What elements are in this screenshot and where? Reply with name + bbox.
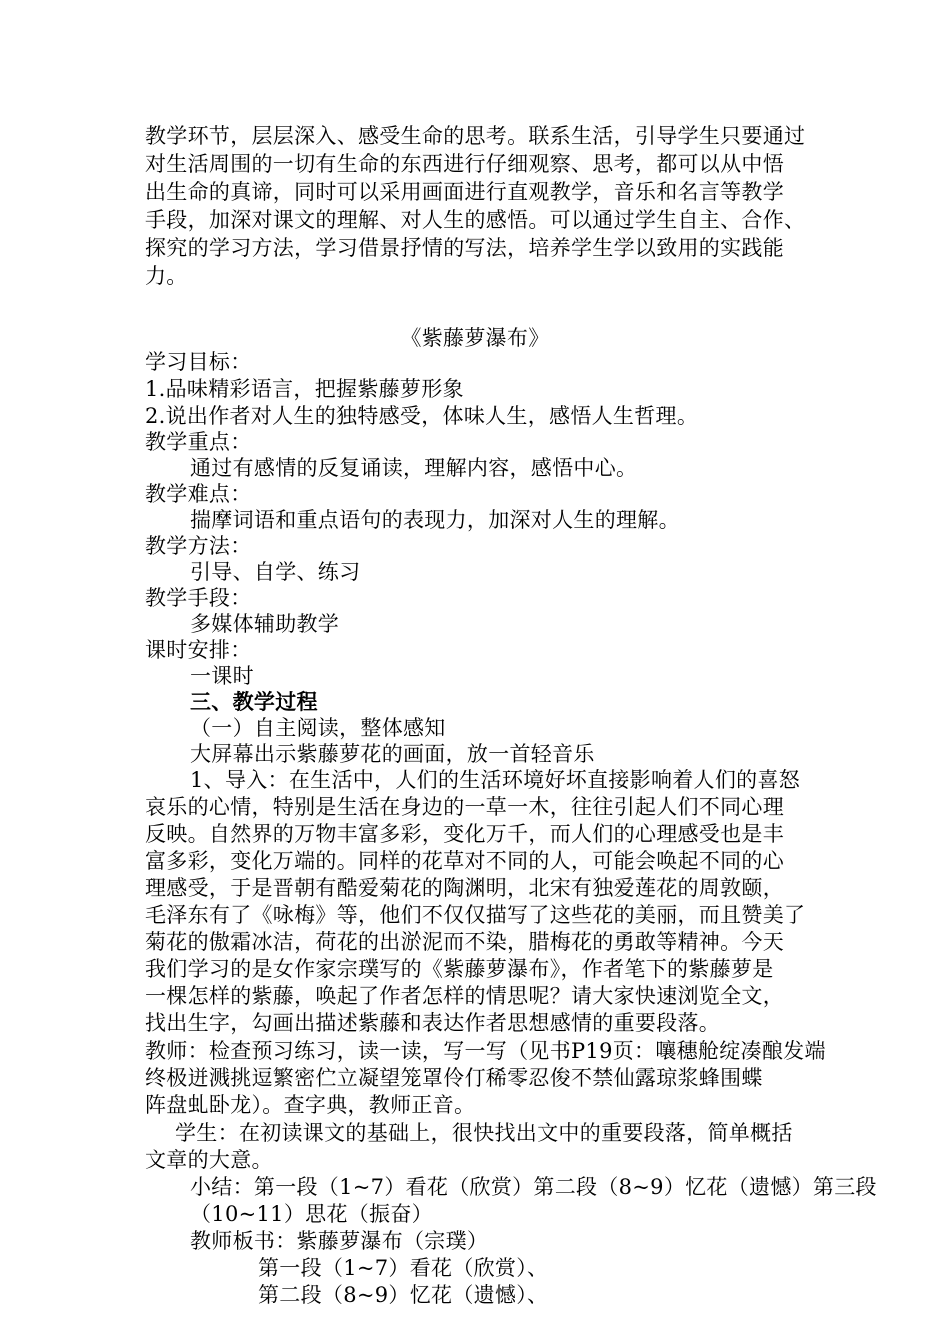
board-item: 第一段（1~7）看花（欣赏）、 [258,1256,549,1280]
process-subheading: （一）自主阅读，整体感知 [190,716,446,740]
intro-line: 教学环节，层层深入、感受生命的思考。联系生活，引导学生只要通过 [145,124,806,148]
intro-line: 力。 [145,264,188,288]
teacher-line: 教师：检查预习练习，读一读，写一写（见书P19页：嚷穗舱绽凑酿发端 [145,1039,826,1063]
goal-item: 2.说出作者对人生的独特感受，体味人生，感悟人生哲理。 [145,404,699,428]
summary-line: （10~11）思花（振奋） [190,1202,433,1226]
screen-line: 大屏幕出示紫藤萝花的画面，放一首轻音乐 [190,742,595,766]
student-line: 学生：在初读课文的基础上，很快找出文中的重要段落，简单概括 [175,1121,793,1145]
means-text: 多媒体辅助教学 [190,612,340,636]
intro-paragraph-line: 反映。自然界的万物丰富多彩，变化万千，而人们的心理感受也是丰 [145,822,784,846]
student-line: 文章的大意。 [145,1148,273,1172]
board-line: 教师板书：紫藤萝瀑布（宗璞） [190,1229,489,1253]
intro-paragraph-line: 菊花的傲霜冰洁，荷花的出淤泥而不染，腊梅花的勇敢等精神。今天 [145,930,784,954]
intro-paragraph-line: 一棵怎样的紫藤，唤起了作者怎样的情思呢？请大家快速浏览全文， [145,984,784,1008]
difficulty-text: 揣摩词语和重点语句的表现力，加深对人生的理解。 [190,508,680,532]
intro-paragraph-line: 富多彩，变化万端的。同样的花草对不同的人，可能会唤起不同的心 [145,849,784,873]
intro-paragraph-line: 哀乐的心情，特别是生活在身边的一草一木，往往引起人们不同心理 [145,795,784,819]
process-heading: 三、教学过程 [190,689,318,714]
intro-line: 出生命的真谛，同时可以采用画面进行直观教学，音乐和名言等教学 [145,180,784,204]
board-item: 第二段（8~9）忆花（遗憾）、 [258,1283,549,1307]
summary-line: 小结：第一段（1~7）看花（欣赏）第二段（8~9）忆花（遗憾）第三段 [190,1175,877,1199]
intro-paragraph-line: 我们学习的是女作家宗璞写的《紫藤萝瀑布》，作者笔下的紫藤萝是 [145,957,774,981]
intro-paragraph-line: 1、导入：在生活中，人们的生活环境好坏直接影响着人们的喜怒 [190,768,801,792]
intro-paragraph-line: 理感受，于是晋朝有酷爱菊花的陶渊明，北宋有独爱莲花的周敦颐， [145,876,784,900]
intro-paragraph-line: 毛泽东有了《咏梅》等，他们不仅仅描写了这些花的美丽，而且赞美了 [145,903,806,927]
method-label: 教学方法： [145,534,252,558]
intro-line: 探究的学习方法，学习借景抒情的写法，培养学生学以致用的实践能 [145,236,784,260]
method-text: 引导、自学、练习 [190,560,361,584]
difficulty-label: 教学难点： [145,482,252,506]
schedule-label: 课时安排： [145,638,252,662]
intro-line: 对生活周围的一切有生命的东西进行仔细观察、思考，都可以从中悟 [145,152,784,176]
key-text: 通过有感情的反复诵读，理解内容，感悟中心。 [190,456,638,480]
means-label: 教学手段： [145,586,252,610]
lesson-title: 《紫藤萝瀑布》 [400,326,550,350]
key-label: 教学重点： [145,430,252,454]
intro-line: 手段，加深对课文的理解、对人生的感悟。可以通过学生自主、合作、 [145,208,806,232]
teacher-line: 终极迸溅挑逗繁密伫立凝望笼罩伶仃稀零忍俊不禁仙露琼浆蜂围蝶 [145,1066,763,1090]
schedule-text: 一课时 [190,664,254,688]
goals-label: 学习目标： [145,350,252,374]
intro-paragraph-line: 找出生字，勾画出描述紫藤和表达作者思想感情的重要段落。 [145,1011,721,1035]
goal-item: 1.品味精彩语言，把握紫藤萝形象 [145,377,464,401]
teacher-line: 阵盘虬卧龙）。查字典，教师正音。 [145,1093,476,1117]
